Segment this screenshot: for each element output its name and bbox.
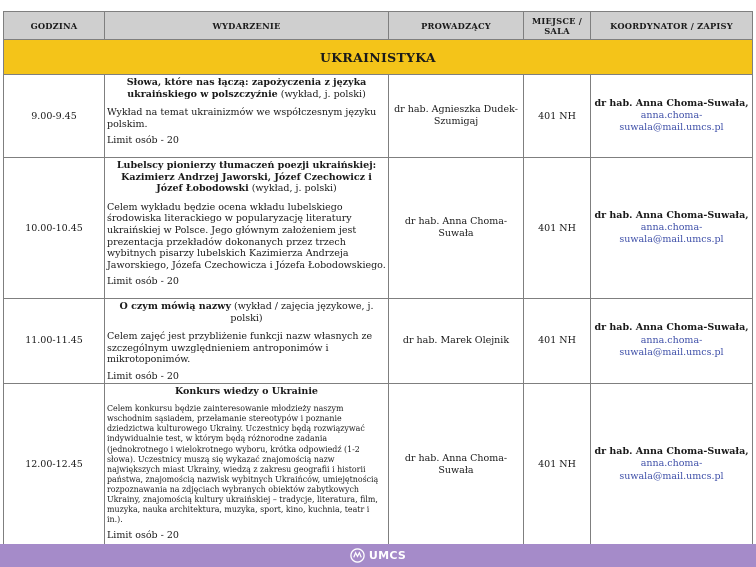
place-cell: 401 NH — [524, 383, 591, 546]
table-row — [4, 383, 753, 546]
umcs-logo — [350, 548, 406, 563]
event-description: Celem zajęć jest przybliżenie funkcji nazw własnych ze szczególnym uwzględnieniem antroponimów i mikrotoponimów. — [107, 331, 373, 366]
coordinator-email[interactable]: anna.choma-suwala@mail.umcs.pl — [619, 221, 724, 246]
time-cell: 12.00-12.45 — [4, 383, 105, 546]
host-cell: dr hab. Agnieszka Dudek-Szumigaj — [389, 75, 524, 158]
event-cell — [105, 75, 389, 158]
coordinator-name: dr hab. Anna Choma-Suwała, — [594, 97, 749, 109]
host-cell: dr hab. Marek Olejnik — [389, 299, 524, 384]
place-cell: 401 NH — [524, 75, 591, 158]
event-limit: Limit osób - 20 — [107, 135, 179, 147]
coordinator-cell — [591, 158, 753, 299]
event-description: Celem wykładu będzie ocena wkładu lubelskiego środowiska literackiego w popularyzację literatury ukraińskiej w Polsce. Jego głównym założeniem jest prezentacja przekładów dokonanych przez trzech wybitnych pisarzy lubelskich Kazimierza Andrzeja Jaworskiego, Józefa Czechowicza i Józefa Łobodowskiego. — [107, 201, 386, 271]
time-cell: 9.00-9.45 — [4, 75, 105, 158]
footer-bar — [0, 544, 756, 567]
event-limit: Limit osób - 20 — [107, 530, 179, 542]
event-title: Słowa, które nas łączą: zapożyczenia z języka ukraińskiego w polszczyźnie (wykład, j. polski) — [126, 77, 367, 100]
umcs-emblem-icon — [350, 548, 365, 563]
coordinator-cell — [591, 75, 753, 158]
table-row — [4, 75, 753, 158]
header-row — [4, 12, 753, 40]
event-description: Celem konkursu będzie zainteresowanie młodzieży naszym wschodnim sąsiadem, przełamanie stereotypów i poznanie dziedzictwa kulturowego Ukrainy. Uczestnicy będą rozwiązywać indywidualnie test, w którym będą różnorodne zadania (jednokrotnego i wielokrotnego wyboru, krótka odpowiedź (1-2 słowa). Uczestnicy muszą się wykazać znajomością nazw największych miast Ukrainy, wiedzą z zakresu geografii i historii państwa, znajomością nazwisk wybitnych Ukraińców, umiejętnością rozpoznawania na zdjęciach wybranych obiektów zabytkowych Ukrainy, znajomością kultury ukraińskiej – tradycje, literatura, film, muzyka, nauka architektura, muzyka, sport, kino, kuchnia, teatr i in.). — [107, 404, 379, 525]
section-title: UKRAINISTYKA — [4, 40, 753, 75]
event-description: Wykład na temat ukrainizmów we współczesnym języku polskim. — [107, 107, 377, 130]
event-title: O czym mówią nazwy (wykład / zajęcia językowe, j. polski) — [119, 301, 374, 324]
event-title: Lubelscy pionierzy tłumaczeń poezji ukraińskiej: Kazimierz Andrzej Jaworski, Józef Czechowicz i Józef Łobodowski (wykład, j. polski) — [116, 160, 377, 195]
coordinator-name: dr hab. Anna Choma-Suwała, — [594, 322, 749, 334]
event-limit: Limit osób - 20 — [107, 276, 179, 288]
event-limit: Limit osób - 20 — [107, 370, 179, 382]
coordinator-name: dr hab. Anna Choma-Suwała, — [594, 209, 749, 221]
coordinator-email[interactable]: anna.choma-suwala@mail.umcs.pl — [619, 109, 724, 134]
logo-text: UMCS — [368, 549, 407, 562]
host-cell: dr hab. Anna Choma-Suwała — [389, 383, 524, 546]
section-row — [4, 40, 753, 75]
coordinator-cell — [591, 299, 753, 384]
coordinator-cell — [591, 383, 753, 546]
coordinator-email[interactable]: anna.choma-suwala@mail.umcs.pl — [619, 458, 724, 482]
place-cell: 401 NH — [524, 158, 591, 299]
time-cell: 10.00-10.45 — [4, 158, 105, 299]
header-coordinator: KOORDYNATOR / ZAPISY — [591, 12, 753, 40]
header-time: GODZINA — [4, 12, 105, 40]
schedule-table — [3, 11, 753, 547]
event-cell — [105, 299, 389, 384]
header-event: WYDARZENIE — [105, 12, 389, 40]
place-cell: 401 NH — [524, 299, 591, 384]
table-row — [4, 299, 753, 384]
coordinator-email[interactable]: anna.choma-suwala@mail.umcs.pl — [619, 334, 724, 358]
event-cell — [105, 158, 389, 299]
header-host: PROWADZĄCY — [389, 12, 524, 40]
coordinator-name: dr hab. Anna Choma-Suwała, — [594, 446, 749, 458]
time-cell: 11.00-11.45 — [4, 299, 105, 384]
event-cell — [105, 383, 389, 546]
header-place: MIEJSCE / SALA — [524, 12, 591, 40]
table-row — [4, 158, 753, 299]
event-title: Konkurs wiedzy o Ukrainie — [175, 385, 318, 397]
host-cell: dr hab. Anna Choma-Suwała — [389, 158, 524, 299]
